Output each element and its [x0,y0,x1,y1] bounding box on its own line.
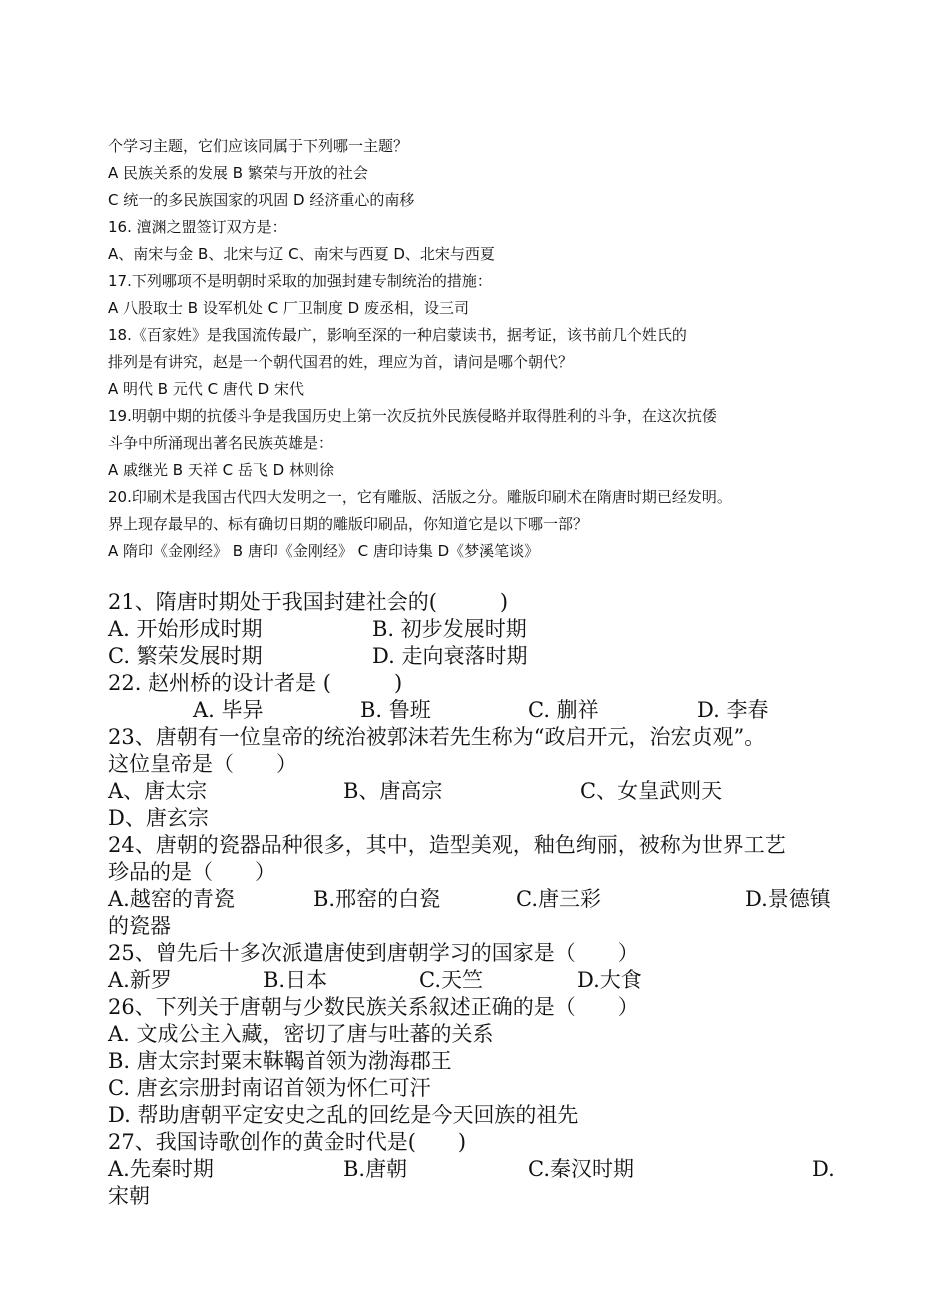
question-22-option-b: B. 鲁班 [360,698,431,722]
question-23-option-b: B、唐高宗 [343,779,443,803]
question-24-option-a: A.越窑的青瓷 [108,887,235,911]
question-22-option-d: D. 李春 [697,698,769,722]
question-19-options: A 戚继光 B 天祥 C 岳飞 D 林则徐 [108,461,334,479]
question-18-stem-line2: 排列是有讲究，赵是一个朝代国君的姓，理应为首，请问是哪个朝代？ [108,353,574,371]
question-20-stem-line1: 20.印刷术是我国古代四大发明之一，它有雕版、活版之分。雕版印刷术在隋唐时期已经发明。 [108,488,732,506]
question-27-option-d-continued: 宋朝 [108,1184,150,1208]
question-21-option-c: C. 繁荣发展时期 [108,644,263,668]
question-26-stem: 26、下列关于唐朝与少数民族关系叙述正确的是（ ） [108,995,639,1019]
question-25-option-b: B.日本 [263,968,328,992]
question-15-stem-tail: 个学习主题，它们应该同属于下列哪一主题？ [108,137,409,155]
question-16-stem: 16. 澶渊之盟签订双方是： [108,218,287,236]
question-17-stem: 17.下列哪项不是明朝时采取的加强封建专制统治的措施： [108,272,492,290]
question-23-stem-line1: 23、唐朝有一位皇帝的统治被郭沫若先生称为“政启开元，治宏贞观”。 [108,725,766,749]
question-21-stem: 21、隋唐时期处于我国封建社会的( ) [108,590,509,614]
question-25-option-c: C.天竺 [419,968,483,992]
question-15-options-ab: A 民族关系的发展 B 繁荣与开放的社会 [108,164,368,182]
question-20-options: A 隋印《金刚经》 B 唐印《金刚经》 C 唐印诗集 D《梦溪笔谈》 [108,542,540,560]
question-27-option-a: A.先秦时期 [108,1157,214,1181]
question-25-option-a: A.新罗 [108,968,172,992]
question-23-option-c: C、女皇武则天 [580,779,723,803]
question-19-stem-line1: 19.明朝中期的抗倭斗争是我国历史上第一次反抗外民族侵略并取得胜利的斗争，在这次抗倭 [108,407,717,425]
question-27-stem: 27、我国诗歌创作的黄金时代是( ) [108,1130,467,1154]
question-23-option-a: A、唐太宗 [108,779,208,803]
question-27-option-c: C.秦汉时期 [528,1157,634,1181]
question-24-option-c: C.唐三彩 [516,887,601,911]
question-19-stem-line2: 斗争中所涌现出著名民族英雄是： [108,434,334,452]
question-23-option-d: D、唐玄宗 [108,806,209,830]
question-27-option-b: B.唐朝 [343,1157,408,1181]
question-24-stem-line1: 24、唐朝的瓷器品种很多，其中，造型美观，釉色绚丽，被称为世界工艺 [108,833,786,857]
question-21-option-d: D. 走向衰落时期 [372,644,528,668]
question-23-stem-line2: 这位皇帝是（ ） [108,752,297,776]
question-26-option-c: C. 唐玄宗册封南诏首领为怀仁可汗 [108,1076,431,1100]
question-17-options: A 八股取士 B 设军机处 C 厂卫制度 D 废丞相，设三司 [108,299,469,317]
question-21-option-b: B. 初步发展时期 [372,617,527,641]
question-25-stem: 25、曾先后十多次派遣唐使到唐朝学习的国家是（ ） [108,941,639,965]
question-22-option-c: C. 蒯祥 [528,698,599,722]
question-20-stem-line2: 界上现存最早的、标有确切日期的雕版印刷品，你知道它是以下哪一部？ [108,515,589,533]
question-22-stem: 22. 赵州桥的设计者是 ( ) [108,671,403,695]
question-24-option-b: B.邢窑的白瓷 [313,887,441,911]
question-16-options: A、南宋与金 B、北宋与辽 C、南宋与西夏 D、北宋与西夏 [108,245,495,263]
question-26-option-d: D. 帮助唐朝平定安史之乱的回纥是今天回族的祖先 [108,1103,579,1127]
question-21-option-a: A. 开始形成时期 [108,617,263,641]
question-24-option-d: D.景德镇 [745,887,831,911]
question-24-option-d-continued: 的瓷器 [108,914,171,938]
question-15-options-cd: C 统一的多民族国家的巩固 D 经济重心的南移 [108,191,415,209]
question-24-stem-line2: 珍品的是（ ） [108,860,276,884]
question-18-stem-line1: 18.《百家姓》是我国流传最广，影响至深的一种启蒙读书，据考证，该书前几个姓氏的 [108,326,687,344]
question-22-option-a: A. 毕异 [193,698,264,722]
question-27-option-d: D. [812,1157,835,1181]
question-25-option-d: D.大食 [577,968,642,992]
question-26-option-b: B. 唐太宗封粟末靺鞨首领为渤海郡王 [108,1049,452,1073]
question-26-option-a: A. 文成公主入藏，密切了唐与吐蕃的关系 [108,1022,494,1046]
question-18-options: A 明代 B 元代 C 唐代 D 宋代 [108,380,304,398]
